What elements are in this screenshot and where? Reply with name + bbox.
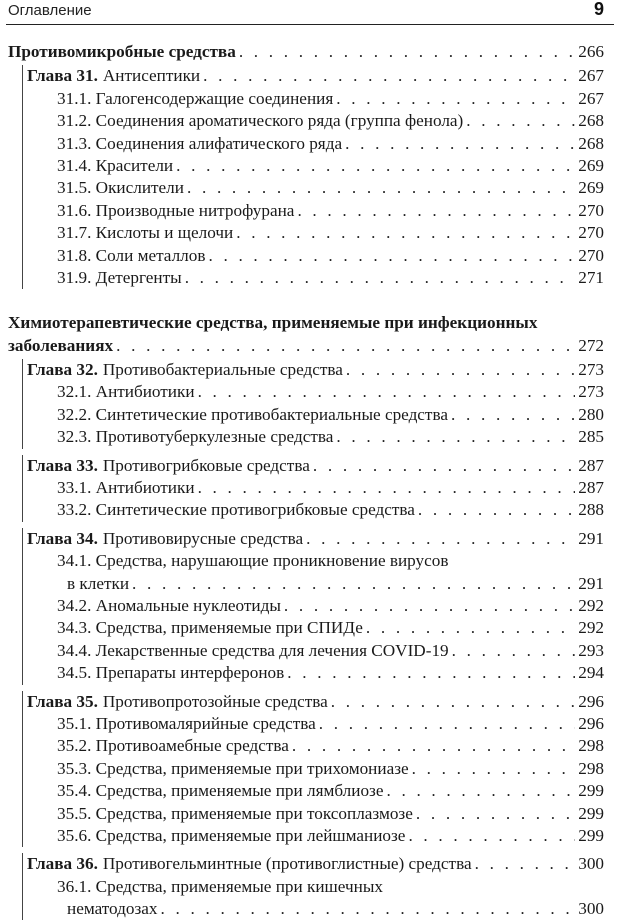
toc-page-number: 288 — [578, 500, 604, 520]
dot-leader — [198, 477, 576, 499]
chapter-label: Глава 32. — [27, 360, 98, 380]
toc-section-title: Противомикробные средства — [8, 42, 236, 61]
toc-page-number: 292 — [578, 595, 604, 615]
chapter-31-block — [22, 65, 604, 289]
dot-leader — [452, 640, 576, 662]
toc-page-number: 267 — [578, 66, 604, 86]
item-title: 33.1. Антибиотики — [57, 478, 195, 498]
toc-item[interactable] — [27, 404, 604, 426]
toc-item[interactable] — [27, 640, 604, 662]
dot-leader — [386, 780, 575, 802]
item-title: 32.3. Противотуберкулезные средства — [57, 427, 334, 447]
toc-page-number: 287 — [578, 478, 604, 498]
chapter-label: Глава 36. — [27, 854, 98, 874]
toc-item[interactable] — [27, 825, 604, 847]
toc-item-line1[interactable]: 36.1. Средства, применяемые при кишечных — [57, 876, 383, 896]
toc-section-chemotherapy[interactable] — [8, 335, 604, 357]
toc-page-number: 298 — [578, 736, 604, 756]
item-title: 35.1. Противомалярийные средства — [57, 713, 316, 733]
dot-leader — [187, 177, 575, 199]
dot-leader — [306, 528, 575, 550]
dot-leader — [466, 110, 575, 132]
item-title: 33.2. Синтетические противогрибковые средства — [57, 500, 415, 520]
chapter-title: Противовирусные средства — [102, 528, 304, 548]
dot-leader — [416, 803, 575, 825]
toc-chapter-31[interactable] — [27, 65, 604, 87]
chapter-title: Противогельминтные (противоглистные) средства — [102, 854, 472, 874]
toc-page-number: 300 — [578, 899, 604, 919]
toc-page-number: 270 — [578, 223, 604, 243]
section-gap — [8, 289, 604, 312]
chapter-title: Противобактериальные средства — [102, 360, 343, 380]
item-title: 31.6. Производные нитрофурана — [57, 200, 295, 220]
toc-item[interactable] — [27, 200, 604, 222]
chapter-gap — [8, 847, 604, 851]
toc-page-number: 299 — [578, 803, 604, 823]
toc-item[interactable] — [27, 662, 604, 684]
chapter-label: Глава 34. — [27, 528, 98, 548]
item-title: 35.3. Средства, применяемые при трихомониазе — [57, 758, 409, 778]
toc-page-number: 269 — [578, 178, 604, 198]
toc-page-number: 272 — [578, 335, 604, 355]
dot-leader — [336, 88, 575, 110]
dot-leader — [236, 222, 575, 244]
toc-page-number: 299 — [578, 825, 604, 845]
toc-page-number: 285 — [578, 427, 604, 447]
toc-item[interactable] — [27, 735, 604, 757]
toc-page-number: 291 — [578, 573, 604, 593]
toc-page-number: 296 — [578, 691, 604, 711]
dot-leader — [346, 359, 575, 381]
item-title: 35.6. Средства, применяемые при лейшманиозе — [57, 825, 406, 845]
dot-leader — [239, 41, 575, 63]
toc-page-number: 268 — [578, 111, 604, 131]
toc-chapter-36[interactable] — [27, 853, 604, 875]
toc-item-line1[interactable]: 34.1. Средства, нарушающие проникновение вирусов — [57, 551, 449, 571]
toc-page-number: 294 — [578, 663, 604, 683]
toc-item[interactable] — [27, 133, 604, 155]
item-title: 32.1. Антибиотики — [57, 382, 195, 402]
dot-leader — [475, 853, 576, 875]
toc-item[interactable] — [27, 177, 604, 199]
toc-item[interactable] — [27, 155, 604, 177]
dot-leader — [198, 381, 576, 403]
dot-leader — [284, 595, 575, 617]
chapter-35-block — [22, 691, 604, 848]
item-title: 35.2. Противоамебные средства — [57, 736, 289, 756]
item-title: 34.2. Аномальные нуклеотиды — [57, 595, 281, 615]
chapter-label: Глава 35. — [27, 691, 98, 711]
chapter-gap — [8, 522, 604, 526]
toc-item[interactable] — [27, 898, 604, 920]
item-title: нематодозах — [67, 899, 158, 919]
toc-item[interactable] — [27, 573, 604, 595]
chapter-32-block — [22, 359, 604, 449]
dot-leader — [418, 499, 575, 521]
chapter-title: Противогрибковые средства — [102, 455, 310, 475]
toc-item[interactable] — [27, 426, 604, 448]
item-title: 31.9. Детергенты — [57, 267, 182, 287]
dot-leader — [451, 404, 575, 426]
toc-item[interactable] — [27, 499, 604, 521]
item-title: 31.5. Окислители — [57, 178, 184, 198]
toc-section-title: заболеваниях — [8, 335, 114, 355]
chapter-gap — [8, 449, 604, 453]
dot-leader — [292, 735, 575, 757]
running-header — [6, 0, 614, 25]
dot-leader — [176, 155, 575, 177]
chapter-36-block — [22, 853, 604, 920]
dot-leader — [331, 691, 575, 713]
chapter-gap — [8, 685, 604, 689]
item-title: 31.2. Соединения ароматического ряда (группа фенола) — [57, 111, 464, 131]
toc-section-chemotherapy-line1[interactable]: Химиотерапевтические средства, применяемые при инфекционных — [8, 313, 538, 333]
dot-leader — [412, 758, 576, 780]
item-title: 34.5. Препараты интерферонов — [57, 663, 285, 683]
chapter-title: Противопротозойные средства — [102, 691, 328, 711]
dot-leader — [208, 245, 575, 267]
toc-item[interactable] — [27, 381, 604, 403]
dot-leader — [297, 200, 575, 222]
toc-item[interactable] — [27, 595, 604, 617]
toc-item[interactable] — [27, 222, 604, 244]
toc-chapter-35[interactable] — [27, 691, 604, 713]
toc-page-number: 296 — [578, 713, 604, 733]
toc-page-number: 270 — [578, 200, 604, 220]
dot-leader — [203, 65, 575, 87]
toc-page-number: 271 — [578, 267, 604, 287]
toc-page-number: 280 — [578, 404, 604, 424]
dot-leader — [287, 662, 575, 684]
toc-page-number: 291 — [578, 528, 604, 548]
toc-page-number: 269 — [578, 155, 604, 175]
toc-item[interactable] — [27, 88, 604, 110]
dot-leader — [185, 267, 576, 289]
item-title: в клетки — [67, 573, 130, 593]
dot-leader — [366, 617, 575, 639]
toc-item[interactable] — [27, 267, 604, 289]
toc-page-number: 266 — [578, 42, 604, 61]
page-number: 9 — [593, 0, 604, 19]
chapter-label: Глава 31. — [27, 66, 98, 86]
table-of-contents — [8, 41, 604, 920]
toc-item[interactable] — [27, 713, 604, 735]
toc-item[interactable] — [27, 245, 604, 267]
toc-chapter-34[interactable] — [27, 528, 604, 550]
item-title: 31.3. Соединения алифатического ряда — [57, 133, 343, 153]
item-title: 31.4. Красители — [57, 155, 174, 175]
toc-page-number: 300 — [578, 854, 604, 874]
item-title: 32.2. Синтетические противобактериальные средства — [57, 404, 448, 424]
toc-page-number: 270 — [578, 245, 604, 265]
toc-page-number: 268 — [578, 133, 604, 153]
item-title: 35.5. Средства, применяемые при токсоплазмозе — [57, 803, 413, 823]
toc-chapter-32[interactable] — [27, 359, 604, 381]
chapter-label: Глава 33. — [27, 455, 98, 475]
dot-leader — [313, 455, 575, 477]
toc-page-number: 292 — [578, 618, 604, 638]
toc-item[interactable] — [27, 758, 604, 780]
toc-item[interactable] — [27, 110, 604, 132]
item-title: 34.3. Средства, применяемые при СПИДе — [57, 618, 363, 638]
toc-chapter-33[interactable] — [27, 455, 604, 477]
item-title: 34.4. Лекарственные средства для лечения COVID-19 — [57, 640, 449, 660]
toc-section-antimicrobial[interactable] — [8, 41, 604, 63]
toc-page-number: 273 — [578, 382, 604, 402]
toc-page-number: 293 — [578, 640, 604, 660]
toc-page-number: 298 — [578, 758, 604, 778]
toc-item[interactable] — [27, 803, 604, 825]
item-title: 31.1. Галогенсодержащие соединения — [57, 88, 334, 108]
dot-leader — [408, 825, 575, 847]
dot-leader — [319, 713, 575, 735]
dot-leader — [132, 573, 575, 595]
dot-leader — [116, 335, 575, 357]
dot-leader — [345, 133, 575, 155]
item-title: 31.7. Кислоты и щелочи — [57, 223, 234, 243]
chapter-title: Антисептики — [102, 66, 201, 86]
item-title: 31.8. Соли металлов — [57, 245, 206, 265]
toc-page-number: 267 — [578, 88, 604, 108]
toc-item[interactable] — [27, 477, 604, 499]
toc-item[interactable] — [27, 617, 604, 639]
item-title: 35.4. Средства, применяемые при лямблиозе — [57, 781, 384, 801]
header-title: Оглавление — [8, 2, 92, 19]
toc-page-number: 287 — [578, 455, 604, 475]
dot-leader — [161, 898, 576, 920]
toc-page-number: 273 — [578, 360, 604, 380]
toc-page-number: 299 — [578, 781, 604, 801]
toc-item[interactable] — [27, 780, 604, 802]
chapter-33-block — [22, 455, 604, 522]
dot-leader — [336, 426, 575, 448]
chapter-34-block — [22, 528, 604, 685]
